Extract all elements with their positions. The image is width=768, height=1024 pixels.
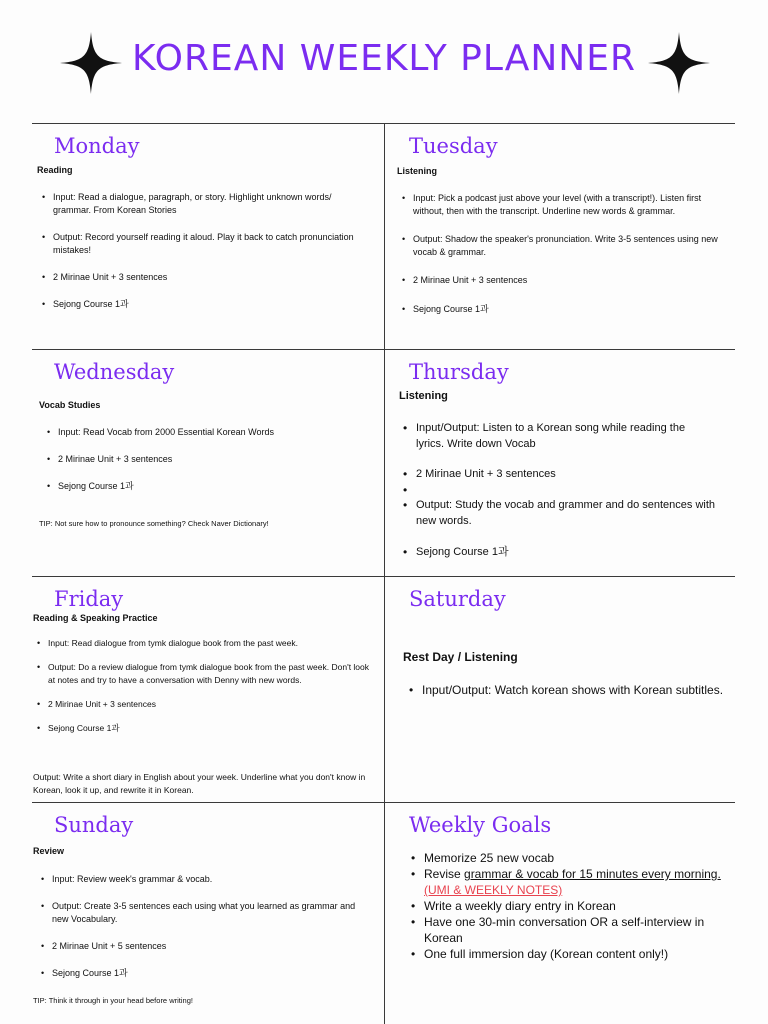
list-item: • Input: Read a dialogue, paragraph, or story. Highlight unknown words/ grammar. From Korean Stories bbox=[53, 191, 358, 217]
list-item: • Input: Read dialogue from tymk dialogue book from the past week. bbox=[48, 637, 378, 650]
monday-list bbox=[40, 191, 358, 311]
weekly-goals-heading: Weekly Goals bbox=[409, 813, 552, 837]
tuesday-list bbox=[400, 192, 723, 316]
list-item: • Sejong Course 1과 bbox=[53, 298, 358, 311]
list-item: • Output: Create 3-5 sentences each using what you learned as grammar and new Vocabulary. bbox=[52, 900, 367, 926]
tuesday-heading: Tuesday bbox=[409, 134, 498, 158]
sunday-subheading: Review bbox=[33, 846, 65, 856]
list-item: • One full immersion day (Korean content only!) bbox=[424, 946, 744, 962]
wednesday-heading: Wednesday bbox=[54, 360, 175, 384]
list-item: • 2 Mirinae Unit + 3 sentences bbox=[48, 698, 378, 711]
list-item: • Input/Output: Watch korean shows with Korean subtitles. bbox=[422, 682, 762, 698]
friday-list bbox=[35, 637, 378, 735]
weekly-goals-list bbox=[411, 850, 744, 962]
list-item: • 2 Mirinae Unit + 3 sentences bbox=[58, 453, 358, 466]
list-item bbox=[424, 866, 744, 898]
divider-center bbox=[384, 123, 385, 1024]
wednesday-list bbox=[45, 426, 358, 493]
list-item: • Input: Review week's grammar & vocab. bbox=[52, 873, 367, 886]
list-item: • Input/Output: Listen to a Korean song while reading the lyrics. Write down Vocab bbox=[416, 420, 716, 452]
tuesday-subheading: Listening bbox=[397, 166, 437, 176]
saturday-heading: Saturday bbox=[409, 587, 506, 611]
list-item: • Output: Record yourself reading it aloud. Play it back to catch pronunciation mistakes! bbox=[53, 231, 358, 257]
list-item: • 2 Mirinae Unit + 3 sentences bbox=[413, 274, 723, 287]
thursday-subheading: Listening bbox=[399, 390, 448, 402]
sunday-list bbox=[39, 873, 367, 980]
list-item: • Sejong Course 1과 bbox=[52, 967, 367, 980]
list-item: • Sejong Course 1과 bbox=[413, 303, 723, 316]
list-item: • Input: Read Vocab from 2000 Essential Korean Words bbox=[58, 426, 358, 439]
list-item: • Sejong Course 1과 bbox=[48, 722, 378, 735]
goal-text: Revise bbox=[424, 867, 465, 881]
monday-heading: Monday bbox=[54, 134, 140, 158]
list-item: • 2 Mirinae Unit + 3 sentences bbox=[53, 271, 358, 284]
sunday-tip: TIP: Think it through in your head before writing! bbox=[33, 996, 193, 1005]
wednesday-tip: TIP: Not sure how to pronounce something? Check Naver Dictionary! bbox=[39, 519, 269, 528]
goal-link[interactable]: grammar & vocab for 15 minutes every morning. bbox=[464, 867, 721, 881]
list-item: • Output: Shadow the speaker's pronunciation. Write 3-5 sentences using new vocab & grammar. bbox=[413, 233, 723, 259]
monday-subheading: Reading bbox=[37, 165, 73, 175]
saturday-list bbox=[409, 682, 762, 698]
friday-note: Output: Write a short diary in English about your week. Underline what you don't know in Korean, look it up, and rewrite it in Korean. bbox=[33, 772, 366, 795]
list-item: • 2 Mirinae Unit + 5 sentences bbox=[52, 940, 367, 953]
goal-notes-link[interactable]: (UMI & WEEKLY NOTES) bbox=[424, 883, 563, 897]
list-item: • Memorize 25 new vocab bbox=[424, 850, 744, 866]
list-item: • Write a weekly diary entry in Korean bbox=[424, 898, 744, 914]
saturday-subheading: Rest Day / Listening bbox=[403, 650, 518, 664]
list-item: • Output: Study the vocab and grammer and do sentences with new words. bbox=[416, 497, 716, 529]
friday-subheading: Reading & Speaking Practice bbox=[33, 613, 158, 623]
list-item: • 2 Mirinae Unit + 3 sentences bbox=[416, 466, 716, 482]
wednesday-subheading: Vocab Studies bbox=[39, 400, 101, 410]
page-title: KOREAN WEEKLY PLANNER bbox=[132, 38, 636, 79]
list-item: • Have one 30-min conversation OR a self-interview in Korean bbox=[424, 914, 744, 946]
thursday-list bbox=[403, 420, 716, 560]
list-item: • Sejong Course 1과 bbox=[416, 544, 716, 560]
thursday-heading: Thursday bbox=[409, 360, 509, 384]
friday-heading: Friday bbox=[54, 587, 124, 611]
list-item: • Sejong Course 1과 bbox=[58, 480, 358, 493]
list-item: • Output: Do a review dialogue from tymk dialogue book from the past week. Don't look at notes and try to have a conversation with Denny with new words. bbox=[48, 661, 378, 687]
list-item: • Input: Pick a podcast just above your level (with a transcript!). Listen first without, then with the transcript. Underline new words & grammar. bbox=[413, 192, 723, 218]
sunday-heading: Sunday bbox=[54, 813, 134, 837]
list-item bbox=[416, 482, 716, 497]
